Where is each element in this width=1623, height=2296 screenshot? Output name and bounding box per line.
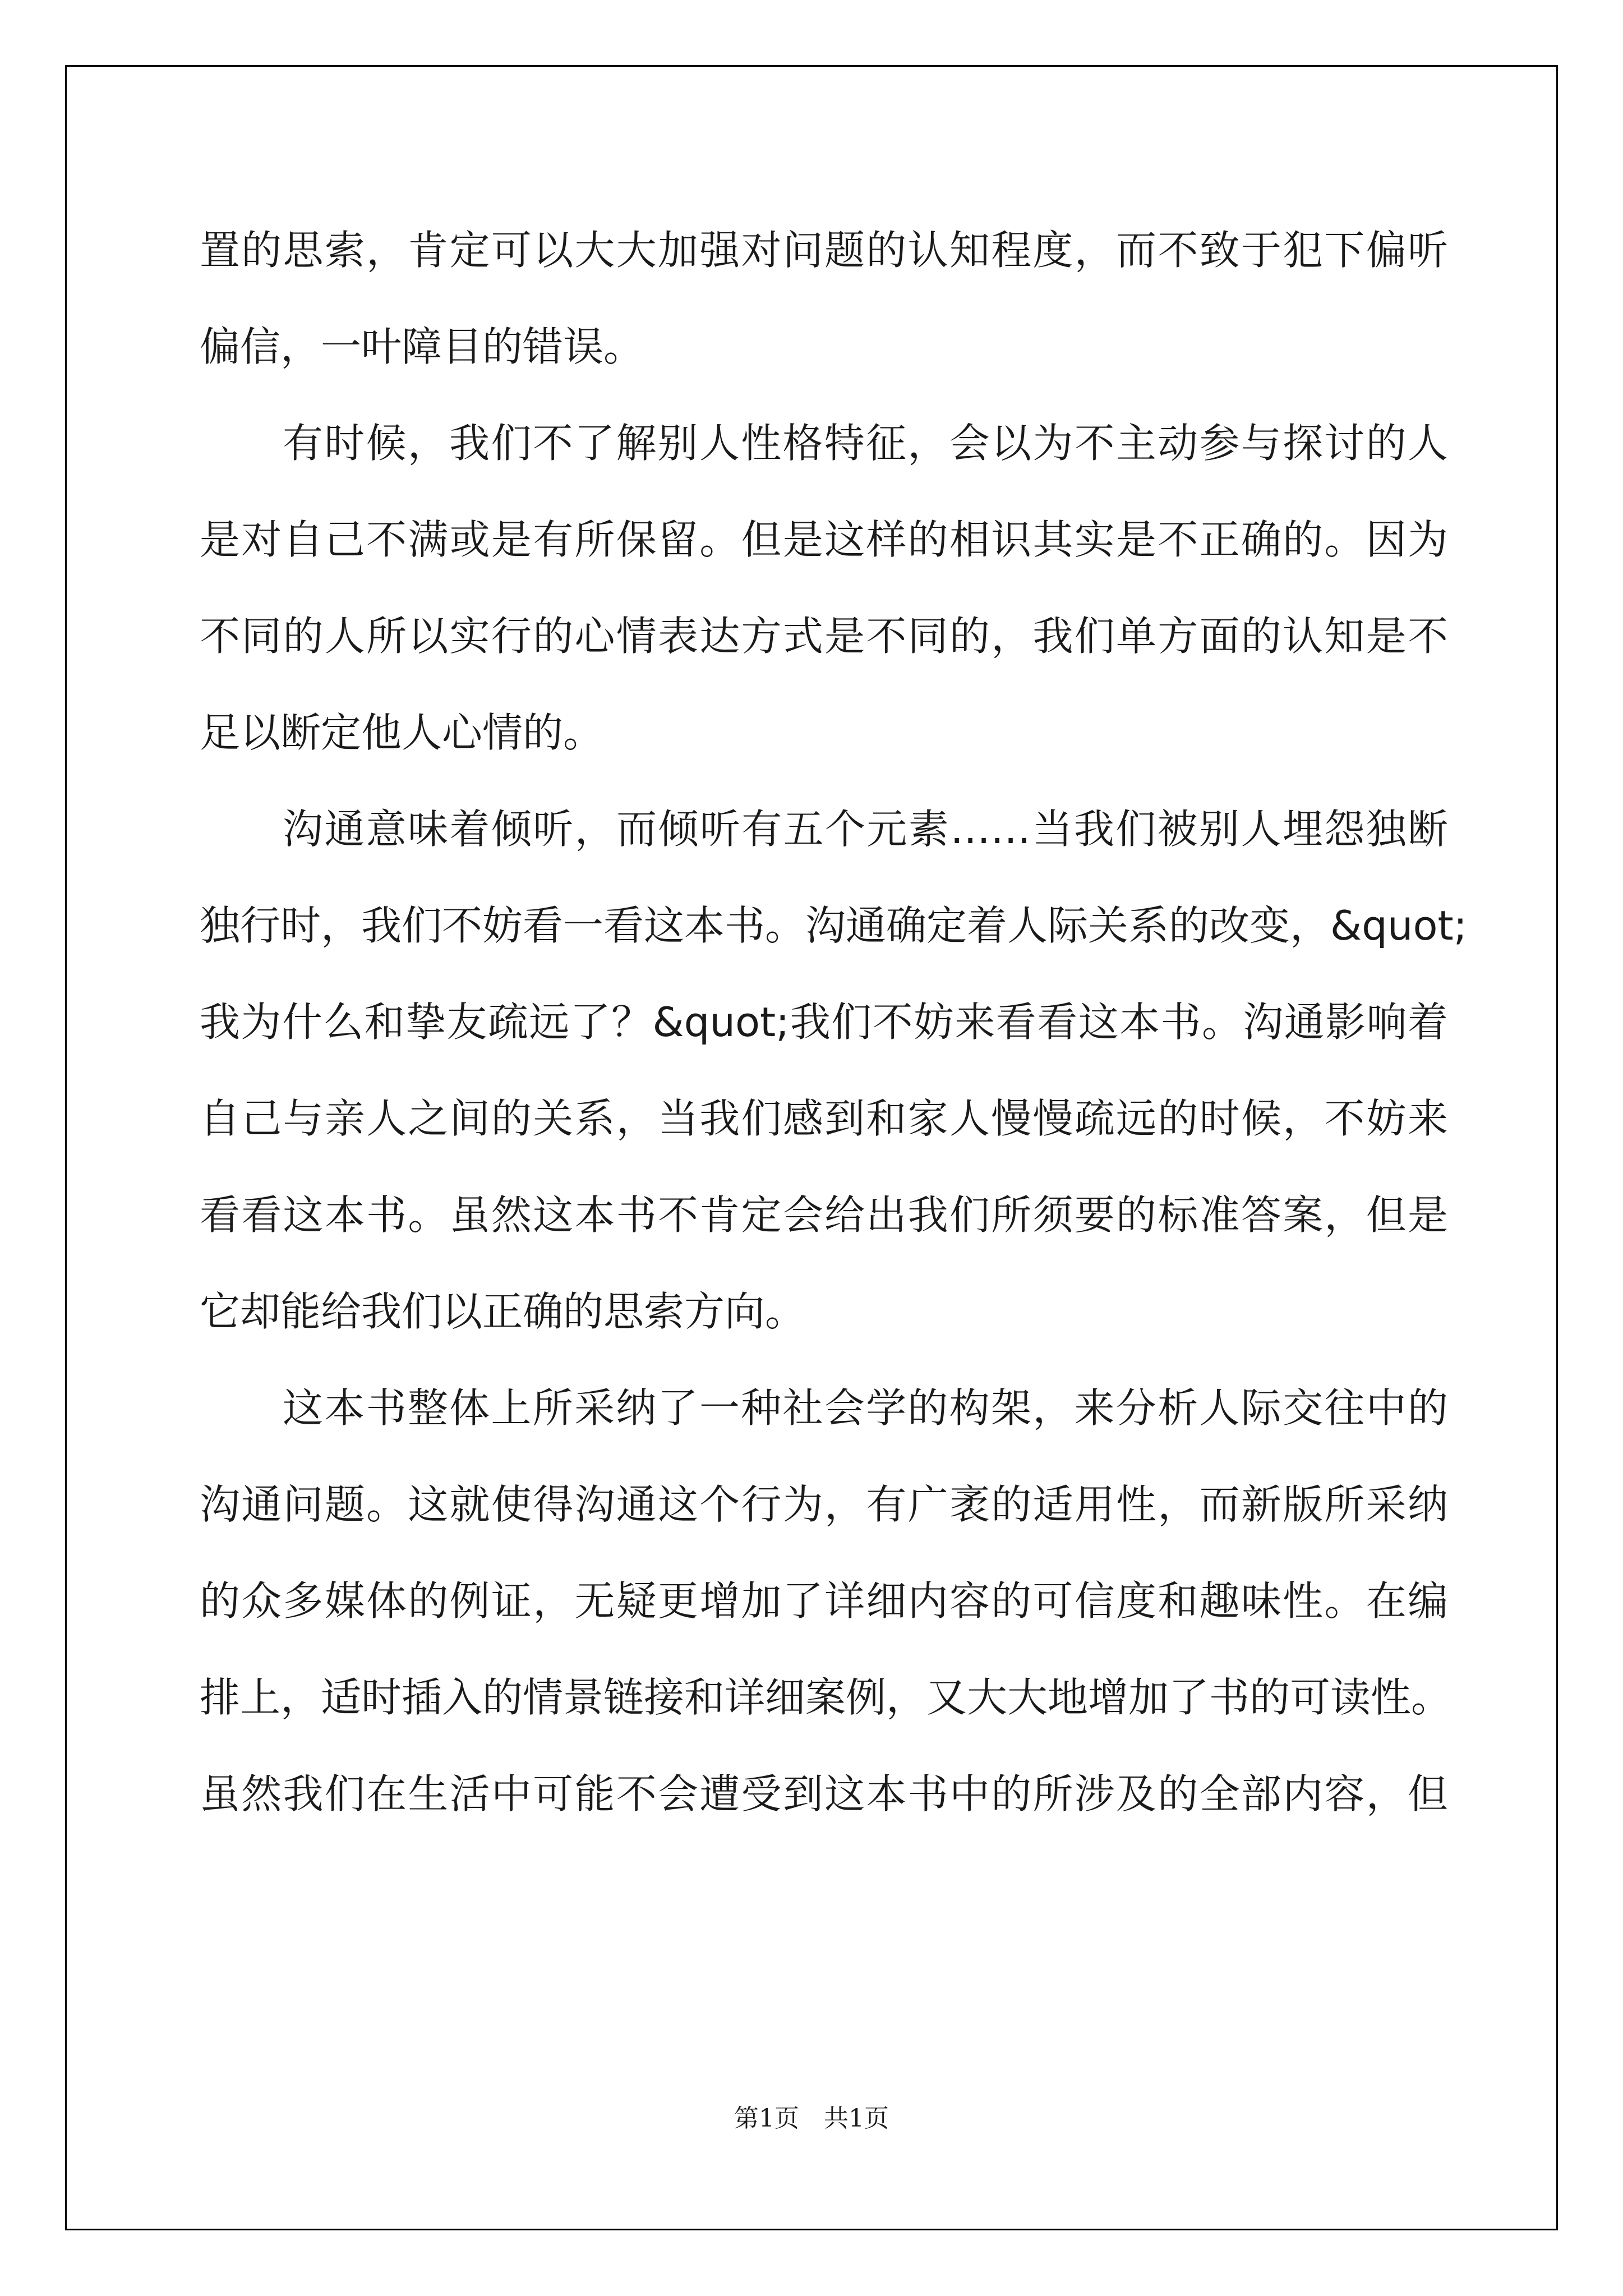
text-line: 它却能给我们以正确的思索方向。 bbox=[200, 1288, 806, 1335]
page-footer: 第1页 共1页 bbox=[734, 2104, 889, 2133]
text-line: 的众多媒体的例证，无疑更增加了详细内容的可信度和趣味性。在编 bbox=[200, 1577, 1448, 1625]
document-body bbox=[200, 215, 1468, 1856]
text-line: 虽然我们在生活中可能不会遭受到这本书中的所涉及的全部内容，但 bbox=[200, 1770, 1448, 1818]
paragraph-first-line: 有时候，我们不了解别人性格特征，会以为不主动参与探讨的人 bbox=[283, 420, 1448, 467]
text-line: 置的思索，肯定可以大大加强对问题的认知程度，而不致于犯下偏听 bbox=[200, 227, 1448, 274]
text-line: 沟通问题。这就使得沟通这个行为，有广袤的适用性，而新版所采纳 bbox=[200, 1481, 1448, 1528]
text-line: 排上，适时插入的情景链接和详细案例，又大大地增加了书的可读性。 bbox=[200, 1674, 1452, 1721]
text-line: 我为什么和挚友疏远了？&quot;我们不妨来看看这本书。沟通影响着 bbox=[200, 999, 1448, 1046]
text-line: 不同的人所以实行的心情表达方式是不同的，我们单方面的认知是不 bbox=[200, 613, 1448, 660]
text-line: 看看这本书。虽然这本书不肯定会给出我们所须要的标准答案，但是 bbox=[200, 1191, 1448, 1239]
paragraph-first-line: 沟通意味着倾听，而倾听有五个元素……当我们被别人埋怨独断 bbox=[283, 806, 1448, 853]
text-line: 独行时，我们不妨看一看这本书。沟通确定着人际关系的改变，&quot; bbox=[200, 902, 1468, 949]
text-line: 自己与亲人之间的关系，当我们感到和家人慢慢疏远的时候，不妨来 bbox=[200, 1095, 1448, 1142]
text-line: 是对自己不满或是有所保留。但是这样的相识其实是不正确的。因为 bbox=[200, 516, 1448, 563]
text-line: 足以断定他人心情的。 bbox=[200, 709, 604, 756]
text-line: 偏信，一叶障目的错误。 bbox=[200, 323, 644, 370]
paragraph-first-line: 这本书整体上所采纳了一种社会学的构架，来分析人际交往中的 bbox=[283, 1384, 1448, 1432]
